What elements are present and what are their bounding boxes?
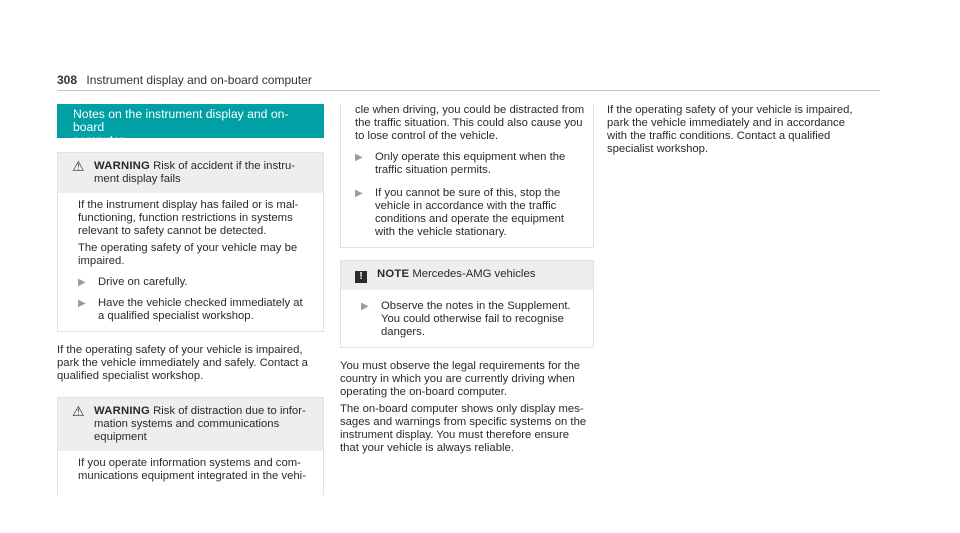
warning-triangle-icon: ⚠ xyxy=(72,158,85,174)
arrow-right-icon: ▶ xyxy=(355,152,363,163)
arrow-right-icon: ▶ xyxy=(78,277,86,288)
exclamation-icon: ! xyxy=(355,271,367,283)
column-1 xyxy=(57,104,324,495)
section-title: Notes on the instrument display and on-board computer xyxy=(57,104,324,138)
instruction-step: ▶ Drive on carefully. xyxy=(78,276,188,288)
column-2 xyxy=(340,104,594,459)
paragraph: If the operating safety of your vehicle is impaired, park the vehicle immediately and safely. Contact a qualified specialist workshop. xyxy=(57,344,308,382)
note-box: ! NOTE Mercedes-AMG vehicles ▶ Observe the notes in the Supplement. You could otherwise fail to recognise dangers. xyxy=(340,260,594,348)
warning-label: WARNING xyxy=(94,160,150,172)
instruction-step: ▶ If you cannot be sure of this, stop the vehicle in accordance with the traffic conditions and operate the equipment with the vehicle stationary. xyxy=(355,187,565,238)
arrow-right-icon: ▶ xyxy=(361,301,369,312)
note-label: NOTE xyxy=(377,268,410,280)
page-header-title: Instrument display and on-board computer xyxy=(86,73,312,87)
arrow-right-icon: ▶ xyxy=(78,298,86,309)
warning-box-distraction: ⚠ WARNING Risk of distraction due to infor- mation systems and communications equipment If you operate information systems and com- munications equipment integrated in the vehi- xyxy=(57,397,324,495)
paragraph: If the operating safety of your vehicle is impaired, park the vehicle immediately and in accordance with the traffic conditions. Contact a qualified specialist workshop. xyxy=(607,104,853,155)
paragraph: You must observe the legal requirements for the country in which you are currently driving when operating the on-board computer. The on-board computer shows only display mes- sages and warnings from specific systems on the instrument display. You must therefore ensure that your vehicle is always reliable. xyxy=(340,360,587,454)
instruction-step: ▶ Only operate this equipment when the traffic situation permits. xyxy=(355,151,566,176)
page-header xyxy=(57,73,312,87)
column-3 xyxy=(607,104,863,160)
warning-triangle-icon: ⚠ xyxy=(72,403,85,419)
arrow-right-icon: ▶ xyxy=(355,188,363,199)
warning-label: WARNING xyxy=(94,405,150,417)
page-number: 308 xyxy=(57,73,78,87)
header-divider xyxy=(57,90,880,91)
instruction-step: ▶ Observe the notes in the Supplement. You could otherwise fail to recognise dangers. xyxy=(361,300,571,338)
warning-box-continued: cle when driving, you could be distracted from the traffic situation. This could also cause you to lose control of the vehicle. ▶ Only operate this equipment when the traffic situation permits. ▶ If you cannot be sure of this, stop the vehicle in accordance with the traffic conditions and operate the equipment with the vehicle stationary. xyxy=(340,104,594,248)
warning-box-accident: ⚠ WARNING Risk of accident if the instru- ment display fails If the instrument display has failed or is mal- functioning, function restrictions in systems relevant to safety cannot be detected. The operating safety of your vehicle may be impaired. ▶ Drive on carefully. ▶ Have the vehicle checked immediately at a qualified specialist workshop. xyxy=(57,152,324,332)
instruction-step: ▶ Have the vehicle checked immediately at a qualified specialist workshop. xyxy=(78,297,303,322)
